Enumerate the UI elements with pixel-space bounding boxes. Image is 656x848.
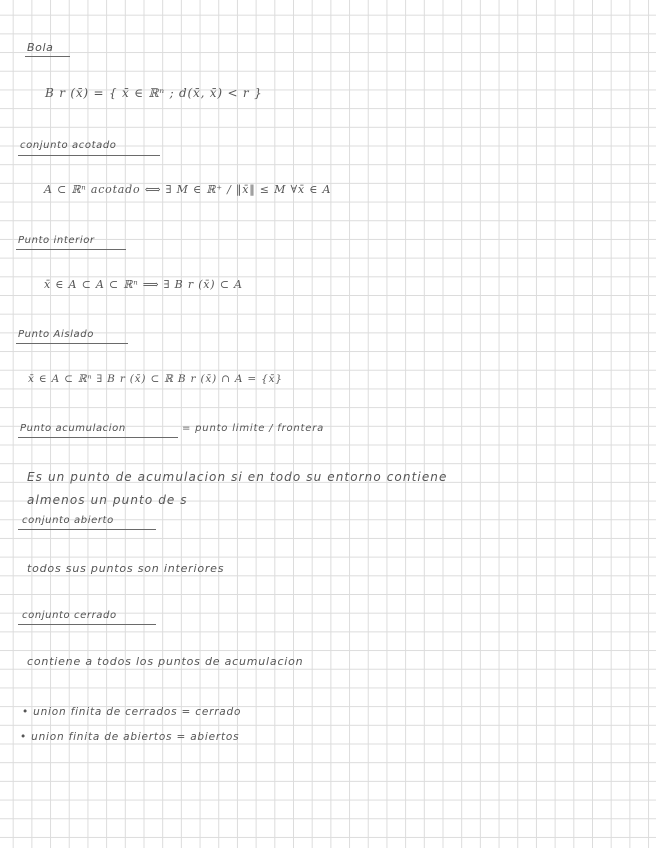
- abierto-underline: [18, 529, 156, 530]
- bola-formula: B r (x̄) = { x̄ ∈ ℝⁿ ; d(x̄, x̄) < r }: [45, 86, 263, 100]
- cerrado-title: conjunto cerrado: [22, 610, 117, 621]
- aislado-underline: [16, 343, 128, 344]
- bullet-closed-union: • union finita de cerrados = cerrado: [22, 706, 242, 718]
- acumulacion-underline: [18, 437, 178, 438]
- bola-underline: [25, 56, 70, 57]
- aislado-title: Punto Aislado: [18, 329, 94, 340]
- acumulacion-title: Punto acumulacion: [20, 423, 126, 434]
- cerrado-underline: [18, 624, 156, 625]
- acotado-underline: [18, 155, 160, 156]
- bullet-open-union: • union finita de abiertos = abiertos: [20, 731, 240, 743]
- abierto-title: conjunto abierto: [22, 515, 114, 526]
- acotado-title: conjunto acotado: [20, 140, 117, 151]
- bola-title: Bola: [27, 41, 54, 54]
- acotado-formula: A ⊂ ℝⁿ acotado ⟺ ∃ M ∈ ℝ⁺ / ‖x̄‖ ≤ M ∀x̄ ∈ A: [44, 183, 332, 196]
- interior-underline: [16, 249, 126, 250]
- interior-formula: x̄ ∈ A ⊂ A ⊂ ℝⁿ ⟹ ∃ B r (x̄) ⊂ A: [44, 278, 243, 291]
- abierto-text: todos sus puntos son interiores: [27, 562, 225, 575]
- acumulacion-title-suffix: = punto limite / frontera: [182, 423, 325, 434]
- acumulacion-line-2: almenos un punto de s: [27, 493, 188, 507]
- cerrado-text: contiene a todos los puntos de acumulacion: [27, 655, 304, 668]
- interior-title: Punto interior: [18, 235, 95, 246]
- acumulacion-line-1: Es un punto de acumulacion si en todo su entorno contiene: [27, 470, 448, 484]
- aislado-formula: x̄ ∈ A ⊂ ℝⁿ ∃ B r (x̄) ⊂ ℝ B r (x̄) ∩ A = {x̄}: [28, 373, 283, 385]
